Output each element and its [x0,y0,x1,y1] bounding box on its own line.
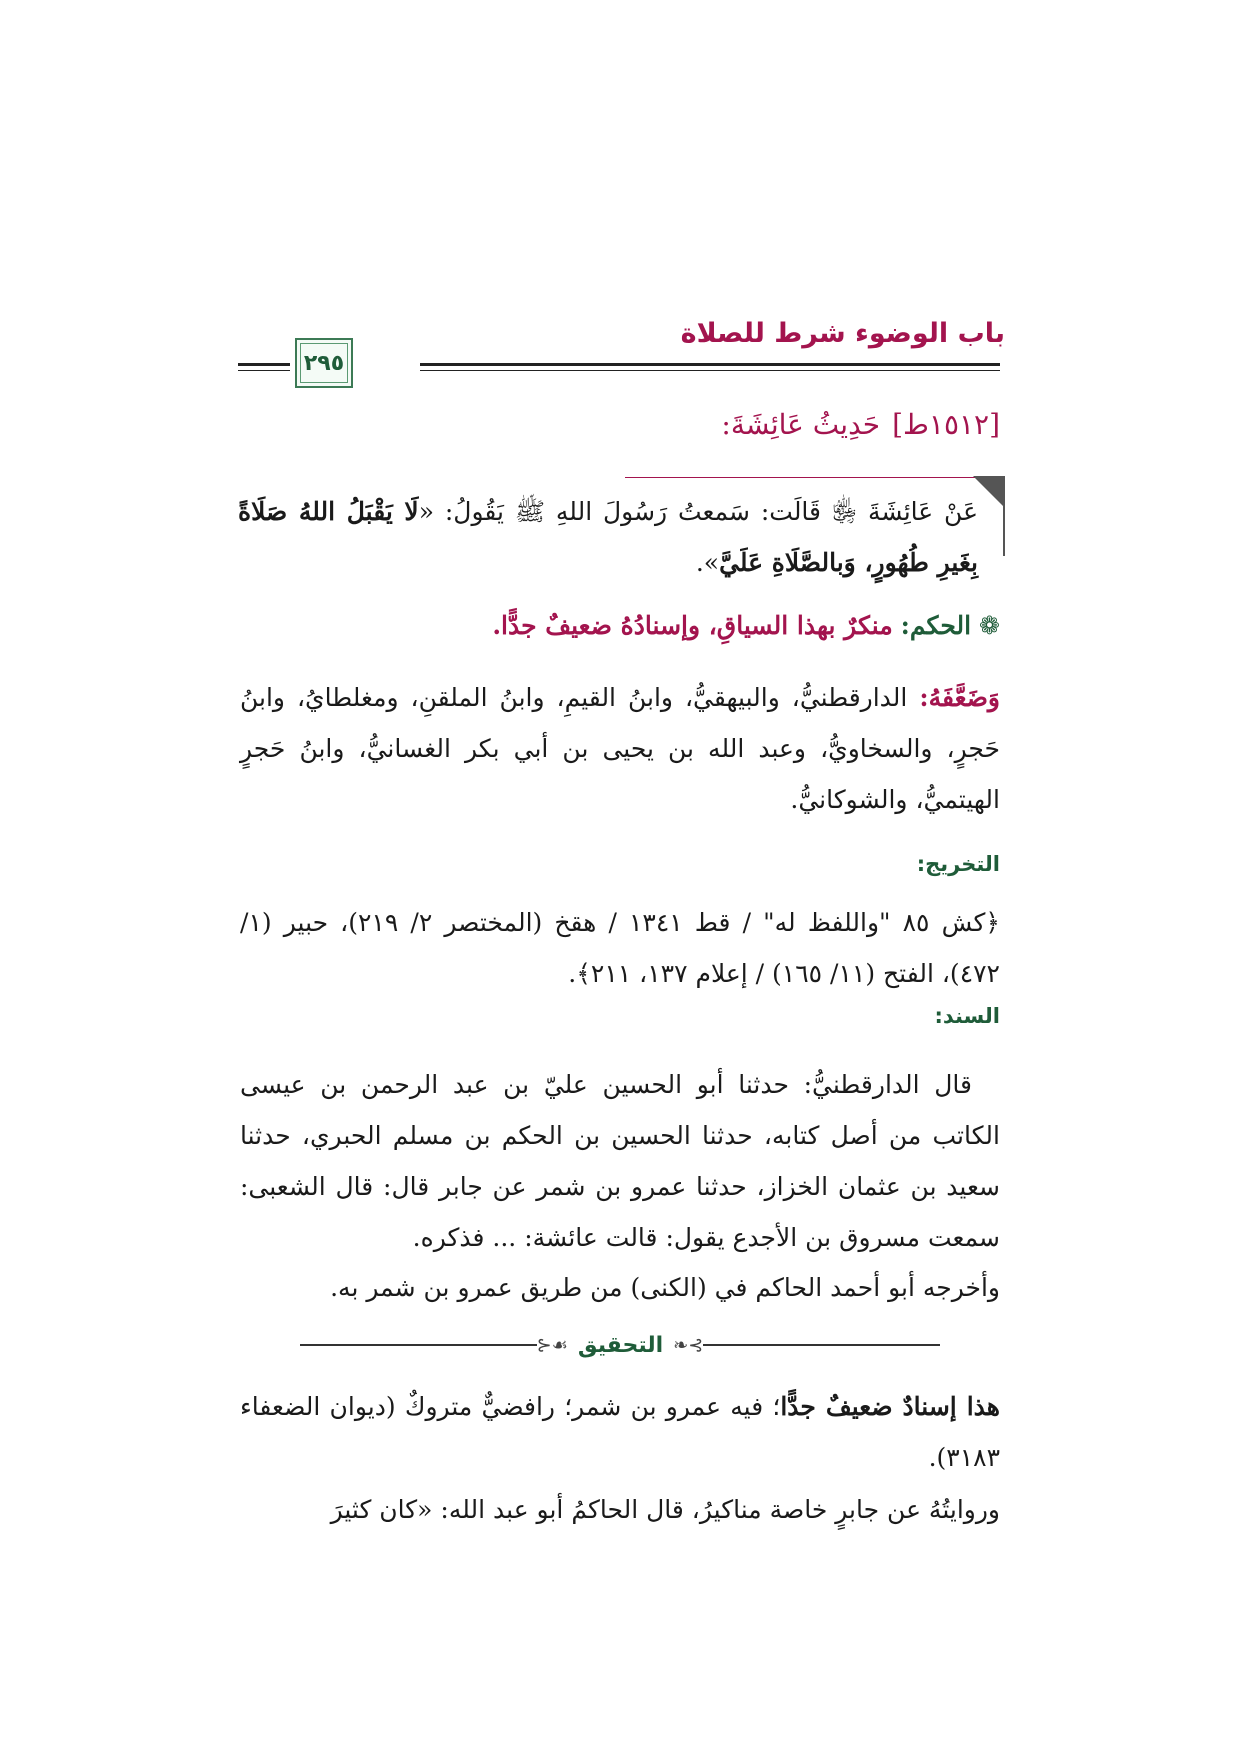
ornament-icon: ☙⊰ [536,1334,568,1356]
ruling-label: الحكم: [900,611,972,640]
sanad-text: قال الدارقطنيُّ: حدثنا أبو الحسين عليّ بن عبد الرحمن بن عيسى الكاتب من أصل كتابه، حدثنا الحسين بن الحكم بن مسلم الحبري، حدثنا سعيد بن عثمان الخزاز، حدثنا عمرو بن شمر عن جابر قال: قال الشعبى: سمعت مسروق بن الأجدع يقول: قالت عائشة: ... فذكره. [240,1070,1000,1252]
hadith-ref: [١٥١٢ط] [892,408,1000,441]
ornament-icon: ⊱❧ [673,1334,704,1356]
tahqiq-reason: ؛ فيه عمرو بن شمر؛ رافضيٌّ متروكٌ (ديوان الضعفاء ٣١٨٣). [240,1392,1000,1472]
ruling-line [492,611,1000,640]
page-number-frame [295,338,353,388]
header-rule-left-thin [238,370,290,371]
hadith-text-matn: لَا يَقْبَلُ اللهُ صَلَاةً بِغَيرِ طُهُورٍ، وَبالصَّلَاةِ عَلَيَّ [238,497,978,577]
ruling-value: منكرٌ بهذا السياقِ، وإسنادُهُ ضعيفٌ جدًّا. [492,611,893,640]
divider-line-right [703,1344,940,1346]
tahqiq-paragraph-1 [240,1381,1000,1483]
akhraja-text: وأخرجه أبو أحمد الحاكم في (الكنى) من طريق عمرو بن شمر به. [330,1273,1000,1302]
header-rule-right [420,363,1000,366]
chapter-title: باب الوضوء شرط للصلاة [680,318,1005,349]
takhrij-label: التخريج: [916,852,1000,876]
header-rule-right-thin [420,370,1000,371]
hadith-text [238,486,978,588]
tahqiq-verdict: هذا إسنادٌ ضعيفٌ جدًّا [780,1392,1000,1421]
tahqiq-paragraph-2: وروايتُهُ عن جابرٍ خاصة مناكيرُ، قال الحاكمُ أبو عبد الله: «كان كثيرَ [330,1495,1000,1524]
quote-top-rule [625,477,1005,478]
weakened-by-label: وَضَعَّفَهُ: [919,683,1000,712]
divider-line-left [300,1344,537,1346]
quote-side-rule [1003,476,1005,556]
hadith-heading [721,408,1000,441]
hadith-title: حَدِيثُ عَائِشَةَ: [721,408,881,441]
header-rule-left [238,363,290,366]
weakened-by-paragraph [240,672,1000,825]
flower-bullet-icon: ❁ [979,611,1000,640]
tahqiq-divider [300,1330,940,1360]
hadith-text-intro: عَنْ عَائِشَةَ ﵂ قَالَت: سَمعتُ رَسُولَ اللهِ ﷺ يَقُولُ: « [418,497,978,526]
page-number: ٢٩٥ [303,350,345,376]
weakened-by-text: الدارقطنيُّ، والبيهقيُّ، وابنُ القيمِ، وابنُ الملقنِ، ومغلطايُ، وابنُ حَجرٍ، والسخاويُّ، وعبد الله بن يحيى بن أبي بكر الغسانيُّ، وابنُ حَجرٍ الهيتميُّ، والشوكانيُّ. [240,683,1000,814]
tahqiq-title: التحقيق [577,1332,664,1358]
takhrij-text: ﴿كش ٨٥ "واللفظ له" / قط ١٣٤١ / هقخ (المختصر ٢/ ٢١٩)، حبير (١/ ٤٧٢)، الفتح (١١/ ١٦٥) / إعلام ١٣٧، ٢١١﴾. [240,908,1001,988]
hadith-text-end: ». [695,548,720,577]
sanad-label: السند: [934,1004,1000,1028]
